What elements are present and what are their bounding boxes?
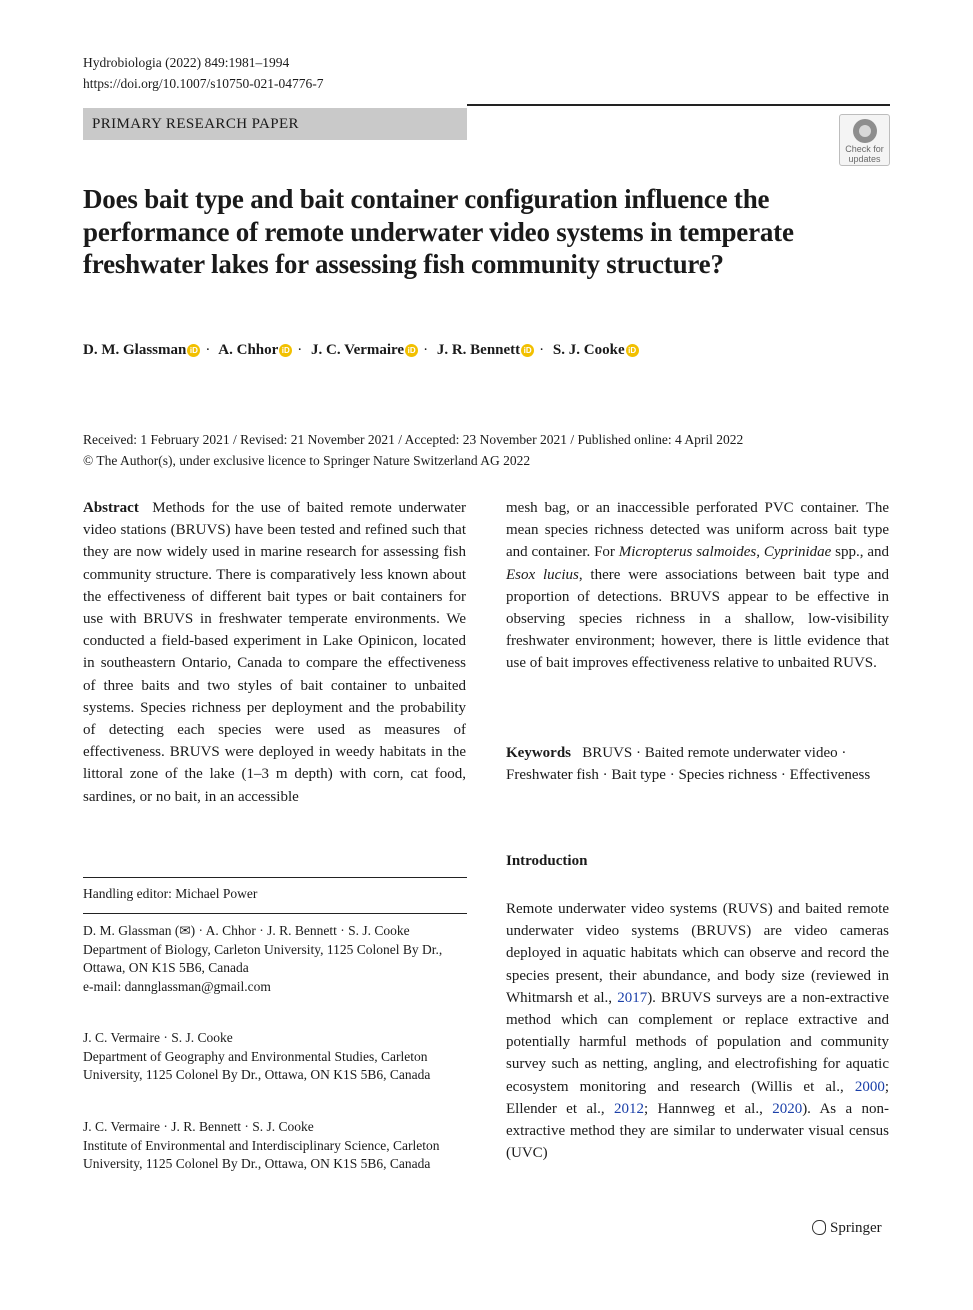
introduction-heading: Introduction [506,853,588,869]
check-for-updates-badge[interactable] [839,114,890,166]
intro-text: Remote underwater video systems (RUVS) and baited remote underwater video systems (BRUVS) are video cameras deployed in aquatic habitats which can observe and record the species present, their abundance, and body size (reviewed in Whitmarsh et al., [506,901,889,1006]
orcid-icon[interactable]: iD [279,344,292,357]
abstract-label: Abstract [83,500,139,516]
orcid-icon[interactable]: iD [405,344,418,357]
affiliation-address: Department of Biology, Carleton University, 1125 Colonel By Dr., Ottawa, ON K1S 5B6, Canada [83,941,443,975]
separator: , [756,544,764,561]
author-name[interactable]: A. Chhor [218,342,279,358]
keywords [506,742,889,786]
keywords-label: Keywords [506,745,571,761]
intro-text: ). BRUVS surveys are a non-extractive method which can complement or replace extractive and potentially harmful methods of population and community survey such as netting, angling, and electrofishing for aquatic ecosystem monitoring and research (Willis et al., [506,989,889,1095]
check-updates-label: Check for updates [845,144,884,164]
check-updates-icon [853,119,877,143]
species-name: Micropterus salmoides [618,544,757,561]
author-name[interactable]: J. R. Bennett [436,342,521,358]
affiliation-names: J. C. Vermaire · J. R. Bennett · S. J. Cooke [83,1119,314,1134]
article-title: Does bait type and bait container configuration influence the performance of remote underwater video systems in temperate freshwater lakes for assessing fish community structure? [83,184,794,279]
abstract-right [506,497,889,675]
publication-dates [83,429,743,471]
header-rule [467,104,890,106]
intro-text: ). As a non-extractive method they are similar to underwater visual census (UVC) [506,1100,889,1162]
affiliation-1 [83,922,467,996]
intro-text: ; Hannweg et al., [644,1100,773,1117]
orcid-icon[interactable]: iD [521,344,534,357]
journal-citation: Hydrobiologia (2022) 849:1981–1994 [83,55,290,70]
author-name[interactable]: D. M. Glassman [83,342,187,358]
affiliation-address: Department of Geography and Environmental Studies, Carleton University, 1125 Colonel By Dr., Ottawa, ON K1S 5B6, Canada [83,1048,431,1082]
intro-text: ; Ellender et al., [506,1078,889,1117]
affiliation-names: D. M. Glassman (✉) · A. Chhor · J. R. Bennett · S. J. Cooke [83,923,410,938]
keywords-text: BRUVS · Baited remote underwater video · Freshwater fish · Bait type · Species richness · Effectiveness [506,745,871,784]
abstract-text: mesh bag, or an inaccessible perforated PVC container. The mean species richness detected was uniform across bait type and container. For [506,500,889,561]
footnote-rule [83,877,467,878]
citation-link[interactable]: 2012 [614,1100,644,1117]
abstract-text: , there were associations between bait type and proportion of detections. BRUVS appear to be effective in observing species richness in a shallow, low-visibility freshwater environment; however, there is little evidence that use of bait improves effectiveness relative to unbaited RUVS. [506,566,889,672]
affiliation-email[interactable]: e-mail: dannglassman@gmail.com [83,978,271,994]
author-list: D. M. Glassman iD · A. Chhor iD · J. C. Vermaire iD · J. R. Bennett iD · S. J. Cooke iD [83,342,639,359]
citation-link[interactable]: 2017 [617,989,648,1006]
affiliation-address: Institute of Environmental and Interdisciplinary Science, Carleton University, 1125 Colonel By Dr., Ottawa, ON K1S 5B6, Canada [83,1137,440,1171]
publisher-logo [812,1220,882,1237]
affiliation-2 [83,1029,467,1085]
abstract-left [83,497,466,808]
footnote-rule [83,913,467,914]
doi-link[interactable]: https://doi.org/10.1007/s10750-021-04776-7 [83,76,324,91]
history-dates: Received: 1 February 2021 / Revised: 21 November 2021 / Accepted: 23 November 2021 / Published online: 4 April 2022 [83,432,744,447]
orcid-icon[interactable]: iD [187,344,200,357]
species-name: Esox lucius [506,566,579,583]
springer-horse-icon [812,1220,826,1235]
species-name: Cyprinidae [763,544,832,561]
abstract-text: Methods for the use of baited remote underwater video stations (BRUVS) have been tested and refined such that they are now widely used in marine research for assessing fish community structure. There is comparatively less known about the effectiveness of different bait types or bait containers for use with BRUVS in freshwater temperate environments. We conducted a field-based experiment in Lake Opinicon, located in southeastern Ontario, Canada to compare the effectiveness of three baits and two styles of bait container to unbaited systems. Species richness per deployment and the probability of detecting each species were used as measures of effectiveness. BRUVS were deployed in weedy habitats in the littoral zone of the lake (1–3 m depth) with corn, cat food, sardines, or no bait, in an accessible [83,500,466,805]
orcid-icon[interactable]: iD [626,344,639,357]
author-name[interactable]: S. J. Cooke [552,342,625,358]
handling-editor: Handling editor: Michael Power [83,886,258,901]
publisher-name: Springer [830,1220,882,1236]
affiliation-names: J. C. Vermaire · S. J. Cooke [83,1030,233,1045]
section-label: PRIMARY RESEARCH PAPER [83,108,467,140]
separator: spp., and [831,544,889,561]
introduction-body [506,898,889,1164]
citation-link[interactable]: 2020 [772,1100,803,1117]
journal-header [83,52,324,94]
copyright: © The Author(s), under exclusive licence to Springer Nature Switzerland AG 2022 [83,453,531,468]
affiliation-3 [83,1118,467,1174]
author-name[interactable]: J. C. Vermaire [311,342,405,358]
citation-link[interactable]: 2000 [854,1078,885,1095]
